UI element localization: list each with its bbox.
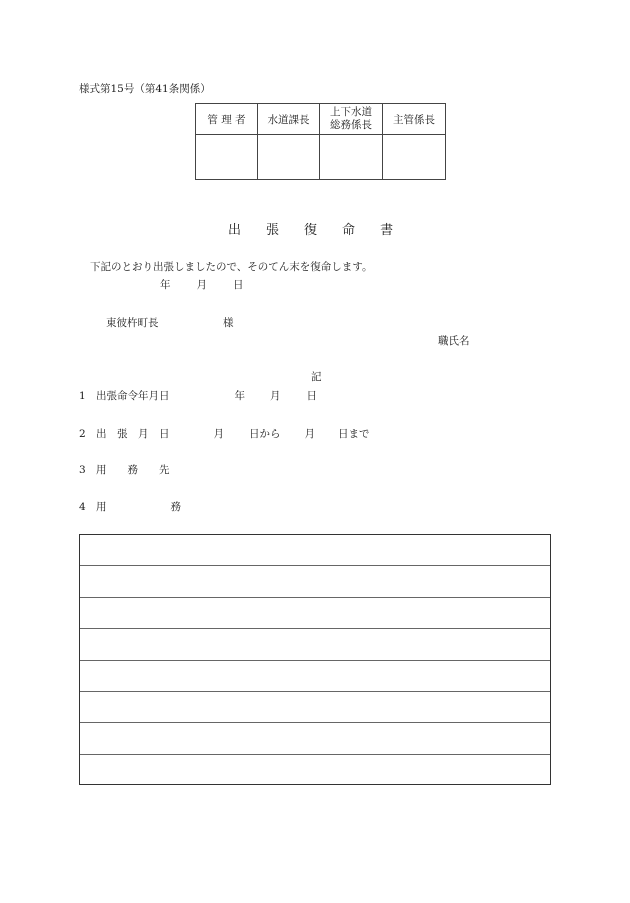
- item-label: 出 張 月 日: [96, 428, 170, 440]
- date-month-label: 月: [304, 428, 315, 440]
- detail-line[interactable]: [80, 723, 550, 754]
- item-number: 4: [79, 501, 86, 513]
- title-char: 命: [342, 223, 356, 238]
- item-label-part: 務: [170, 501, 181, 513]
- date-day-to-label: 日まで: [338, 428, 370, 440]
- stamp-cell-general-affairs[interactable]: [320, 135, 383, 180]
- date-month-label: 月: [270, 390, 281, 402]
- intro-text: 下記のとおり出張しましたので、そのてん末を復命します。: [90, 261, 373, 273]
- item-label-part: 用: [96, 501, 107, 513]
- staff-name-label: 職氏名: [438, 335, 470, 347]
- approval-header-line1: 上下水道: [330, 106, 372, 118]
- title-char: 復: [304, 223, 318, 238]
- item-destination: [79, 462, 170, 477]
- item-label: 用 務 先: [96, 464, 170, 476]
- approval-header-water-section-chief: 水道課長: [258, 104, 320, 135]
- stamp-cell-supervising-chief[interactable]: [383, 135, 446, 180]
- date-day-from-label: 日から: [249, 428, 281, 440]
- title-char: 出: [228, 223, 242, 238]
- recipient-name: 東彼杵町長: [106, 317, 159, 329]
- item-business: [79, 499, 181, 514]
- date-month-label: 月: [213, 428, 224, 440]
- approval-header-manager: 管 理 者: [196, 104, 258, 135]
- ki-marker: 記: [311, 371, 322, 383]
- date-year-label: 年: [160, 279, 171, 291]
- date-month-label: 月: [196, 279, 207, 291]
- item-order-date: [79, 388, 317, 403]
- date-year-label: 年: [234, 390, 245, 402]
- item-label: 出張命令年月日: [96, 390, 170, 402]
- title-char: 書: [380, 223, 394, 238]
- date-day-label: 日: [233, 279, 244, 291]
- detail-line[interactable]: [80, 661, 550, 692]
- title-char: 張: [266, 223, 280, 238]
- stamp-cell-manager[interactable]: [196, 135, 258, 180]
- approval-header-general-affairs: [320, 104, 383, 135]
- item-number: 1: [79, 390, 86, 402]
- approval-header-supervising-chief: 主管係長: [383, 104, 446, 135]
- document-title: [228, 219, 393, 238]
- item-number: 3: [79, 464, 86, 476]
- business-detail-box[interactable]: [79, 534, 551, 785]
- date-day-label: 日: [306, 390, 317, 402]
- recipient-honorific: 様: [223, 317, 234, 329]
- item-number: 2: [79, 428, 86, 440]
- detail-line[interactable]: [80, 598, 550, 629]
- approval-header-line2: 総務係長: [330, 119, 372, 131]
- form-number: 様式第15号（第41条関係）: [79, 83, 211, 95]
- report-date: [160, 277, 244, 292]
- detail-line[interactable]: [80, 566, 550, 597]
- stamp-cell-water-section-chief[interactable]: [258, 135, 320, 180]
- detail-line[interactable]: [80, 692, 550, 723]
- approval-stamp-table: [195, 103, 446, 180]
- item-trip-dates: [79, 426, 370, 441]
- detail-line[interactable]: [80, 629, 550, 660]
- detail-line[interactable]: [80, 535, 550, 566]
- detail-line[interactable]: [80, 755, 550, 786]
